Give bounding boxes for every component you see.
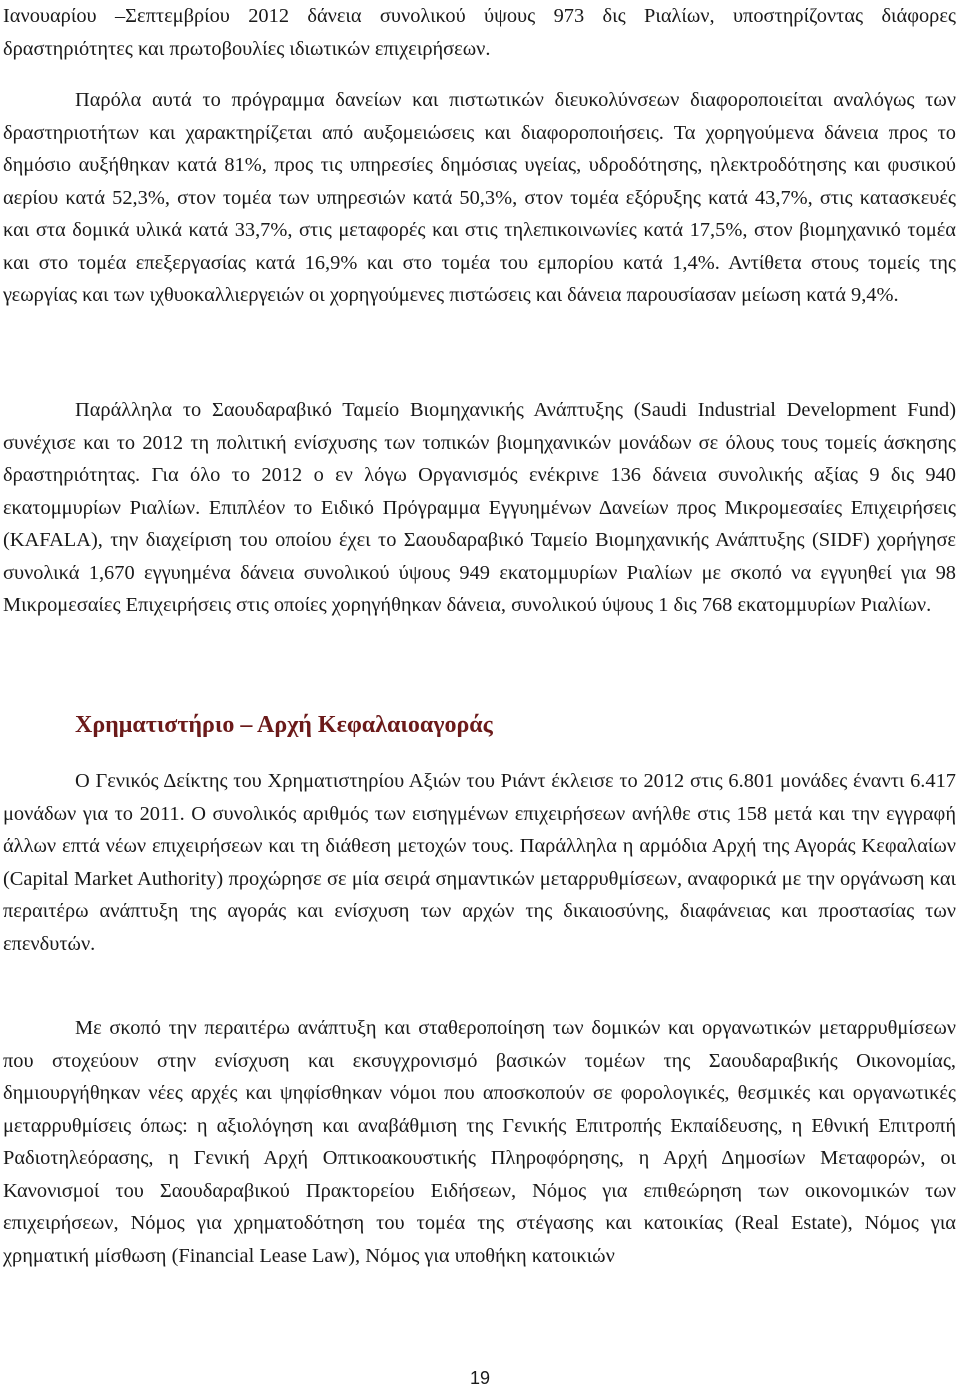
paragraph-industrial-development-fund: Παράλληλα το Σαουδαραβικό Ταμείο Βιομηχανικής Ανάπτυξης (Saudi Industrial Development Fund) συνέχισε και το 2012 τη πολιτική ενίσχυσης των τοπικών βιομηχανικών μονάδων σε όλους τους τομείς άσκησης δραστηριότητας. Για όλο το 2012 ο εν λόγω Οργανισμός ενέκρινε 136 δάνεια συνολικής αξίας 9 δις 940 εκατομμυρίων Ριαλίων. Επιπλέον το Ειδικό Πρόγραμμα Εγγυημένων Δανείων προς Μικρομεσαίες Επιχειρήσεις (KAFALA), την διαχείριση του οποίου έχει το Σαουδαραβικό Ταμείο Βιομηχανικής Ανάπτυξης (SIDF) χορήγησε συνολικά 1,670 εγγυημένα δάνεια συνολικού ύψους 949 εκατομμυρίων Ριαλίων με σκοπό να εγγυηθεί για 98 Μικρομεσαίες Επιχειρήσεις στις οποίες χορηγήθηκαν δάνεια, συνολικού ύψους 1 δις 768 εκατομμυρίων Ριαλίων. [3,399,956,616]
paragraph-loans-summary: Ιανουαρίου –Σεπτεμβρίου 2012 δάνεια συνολικού ύψους 973 δις Ριαλίων, υποστηρίζοντας διάφορες δραστηριότητες και πρωτοβουλίες ιδιωτικών επιχειρήσεων. [3,5,956,60]
section-heading: Χρηματιστήριο – Αρχή Κεφαλαιοαγοράς [75,712,493,738]
page-number: 19 [469,1368,491,1388]
paragraph-loan-program-variations: Παρόλα αυτά το πρόγραμμα δανείων και πιστωτικών διευκολύνσεων διαφοροποιείται αναλόγως των δραστηριοτήτων και χαρακτηρίζεται από αυξομειώσεις και διαφοροποιήσεις. Τα χορηγούμενα δάνεια προς το δημόσιο αυξήθηκαν κατά 81%, προς τις υπηρεσίες δημόσιας υγείας, υδροδότησης, ηλεκτροδότησης και φυσικού αερίου κατά 52,3%, στον τομέα των υπηρεσιών κατά 50,3%, στον τομέα εξόρυξης κατά 43,7%, στις κατασκευές και στα δομικά υλικά κατά 33,7%, στις μεταφορές και στις τηλεπικοινωνίες κατά 17,5%, στον βιομηχανικό τομέα και στο τομέα επεξεργασίας κατά 16,9% και στο τομέα του εμπορίου κατά 1,4%. Αντίθετα στους τομείς της γεωργίας και των ιχθυοκαλλιεργειών οι χορηγούμενες πιστώσεις και δάνεια παρουσίασαν μείωση κατά 9,4%. [3,89,956,306]
paragraph-reforms: Με σκοπό την περαιτέρω ανάπτυξη και σταθεροποίηση των δομικών και οργανωτικών μεταρρυθμίσεων που στοχεύουν στην ενίσχυση και εκσυγχρονισμό βασικών τομέων της Σαουδαραβικής Οικονομίας, δημιουργήθηκαν νέες αρχές και ψηφίσθηκαν νόμοι που αποσκοπούν σε φορολογικές, θεσμικές και οργανωτικές μεταρρυθμίσεις όπως: η αξιολόγηση και αναβάθμιση της Γενικής Επιτροπής Εκπαίδευσης, η Εθνική Επιτροπή Ραδιοτηλεόρασης, η Γενική Αρχή Οπτικοακουστικής Πληροφόρησης, η Αρχή Δημοσίων Μεταφορών, οι Κανονισμοί του Σαουδαραβικού Πρακτορείου Ειδήσεων, Νόμος για επιθεώρηση των οικονομικών των επιχειρήσεων, Νόμος για χρηματοδότηση του τομέα της στέγασης και κατοικίας (Real Estate), Νόμος για χρηματική μίσθωση (Financial Lease Law), Νόμος για υποθήκη κατοικιών [3,1017,956,1267]
paragraph-stock-exchange: Ο Γενικός Δείκτης του Χρηματιστηρίου Αξιών του Ριάντ έκλεισε το 2012 στις 6.801 μονάδες έναντι 6.417 μονάδων για το 2011. Ο συνολικός αριθμός των εισηγμένων επιχειρήσεων ανήλθε στις 158 μετά και την εγγραφή άλλων επτά νέων επιχειρήσεων και τη διάθεση μετοχών τους. Παράλληλα η αρμόδια Αρχή της Αγοράς Κεφαλαίων (Capital Market Authority) προχώρησε σε μία σειρά σημαντικών μεταρρυθμίσεων, αναφορικά με την οργάνωση και περαιτέρω ανάπτυξη της αγοράς και ενίσχυση των αρχών της δικαιοσύνης, διαφάνειας και προστασίας των επενδυτών. [3,770,956,955]
